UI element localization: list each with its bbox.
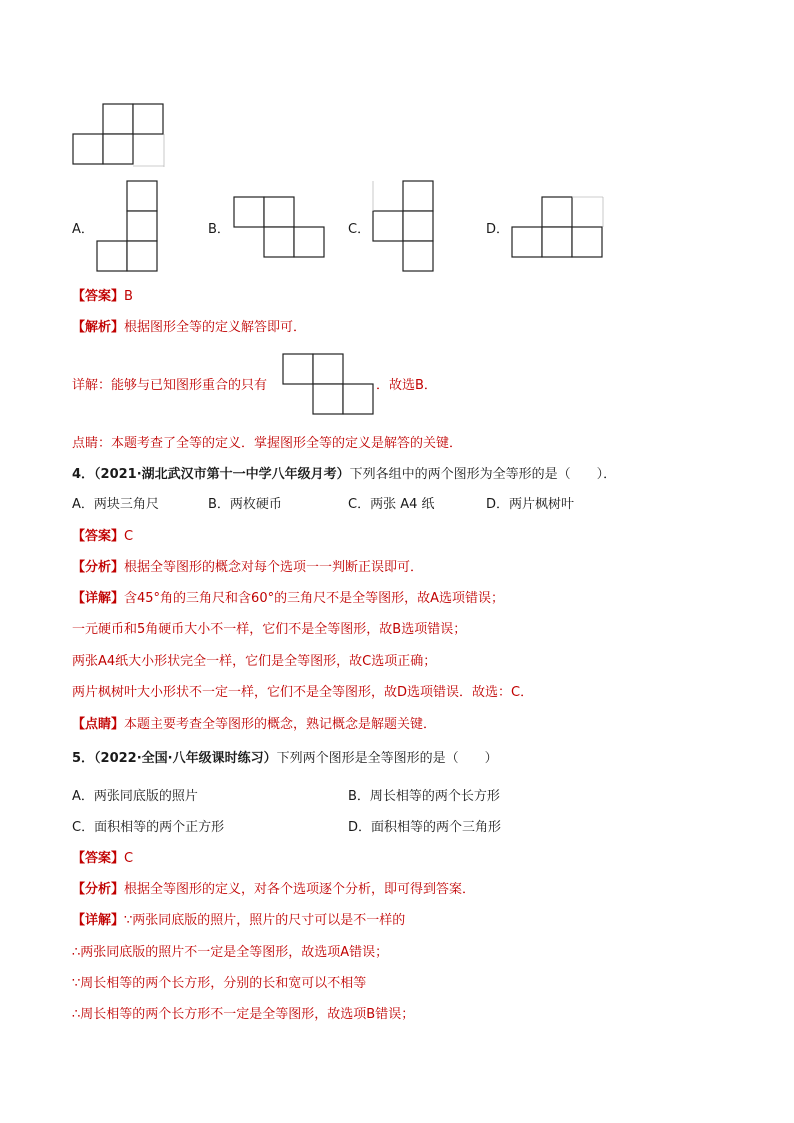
q4-detail-line-1: 【详解】含45°角的三角尺和含60°的三角尺不是全等图形，故A选项错误； — [72, 591, 504, 606]
option-a-figure[interactable] — [96, 180, 160, 276]
given-figure — [72, 103, 166, 167]
q4-comment: 【点睛】本题主要考查全等图形的概念，熟记概念是解题关键． — [72, 717, 437, 732]
q5-option-b[interactable]: B．周长相等的两个长方形 — [348, 789, 500, 804]
q4-option-b[interactable]: B．两枚硬币 — [208, 497, 282, 512]
q5-option-d[interactable]: D．面积相等的两个三角形 — [348, 820, 502, 835]
option-d-figure[interactable] — [511, 196, 605, 260]
q3-option-d-label[interactable]: D． — [486, 222, 510, 237]
q4-stem: 4．（2021·湖北武汉市第十一中学八年级月考）下列各组中的两个图形为全等形的是（ ）． — [72, 467, 617, 482]
q5-detail-line-1: 【详解】∵两张同底版的照片，照片的尺寸可以是不一样的 — [72, 913, 406, 928]
q3-option-c-label[interactable]: C． — [348, 222, 371, 237]
q5-detail-line-2: ∴两张同底版的照片不一定是全等图形，故选项A错误； — [72, 945, 389, 960]
q5-option-c[interactable]: C．面积相等的两个正方形 — [72, 820, 225, 835]
q3-answer: 【答案】B — [72, 289, 133, 304]
q5-analysis: 【分析】根据全等图形的定义，对各个选项逐个分析，即可得到答案． — [72, 882, 476, 897]
q3-analysis: 【解析】根据图形全等的定义解答即可． — [72, 320, 307, 335]
q5-answer: 【答案】C — [72, 851, 134, 866]
q4-analysis: 【分析】根据全等图形的概念对每个选项一一判断正误即可． — [72, 560, 424, 575]
q5-detail-line-4: ∴周长相等的两个长方形不一定是全等图形，故选项B错误； — [72, 1007, 415, 1022]
q4-detail-line-2: 一元硬币和5角硬币大小不一样，它们不是全等图形，故B选项错误； — [72, 622, 467, 637]
q4-detail-line-3: 两张A4纸大小形状完全一样，它们是全等图形，故C选项正确； — [72, 654, 437, 669]
q3-option-b-label[interactable]: B． — [208, 222, 230, 237]
q4-detail-line-4: 两片枫树叶大小形状不一定一样，它们不是全等图形，故D选项错误．故选：C． — [72, 685, 534, 700]
q3-option-a-label[interactable]: A． — [72, 222, 94, 237]
option-c-figure[interactable] — [372, 180, 436, 276]
q4-option-a[interactable]: A．两块三角尺 — [72, 497, 159, 512]
detail-figure — [282, 353, 376, 417]
option-b-figure[interactable] — [233, 196, 327, 260]
q5-detail-line-3: ∵周长相等的两个长方形，分别的长和宽可以不相等 — [72, 976, 367, 991]
q4-option-d[interactable]: D．两片枫树叶 — [486, 497, 575, 512]
q5-stem: 5．（2022·全国·八年级课时练习）下列两个图形是全等图形的是（ ） — [72, 751, 498, 766]
q3-detail-suffix: ．故选B． — [376, 378, 437, 393]
q3-comment: 点睛：本题考查了全等的定义．掌握图形全等的定义是解答的关键． — [72, 436, 463, 451]
q4-answer: 【答案】C — [72, 529, 134, 544]
q3-detail-prefix: 详解：能够与已知图形重合的只有 — [72, 378, 268, 393]
q5-option-a[interactable]: A．两张同底版的照片 — [72, 789, 198, 804]
q4-option-c[interactable]: C．两张 A4 纸 — [348, 497, 435, 512]
